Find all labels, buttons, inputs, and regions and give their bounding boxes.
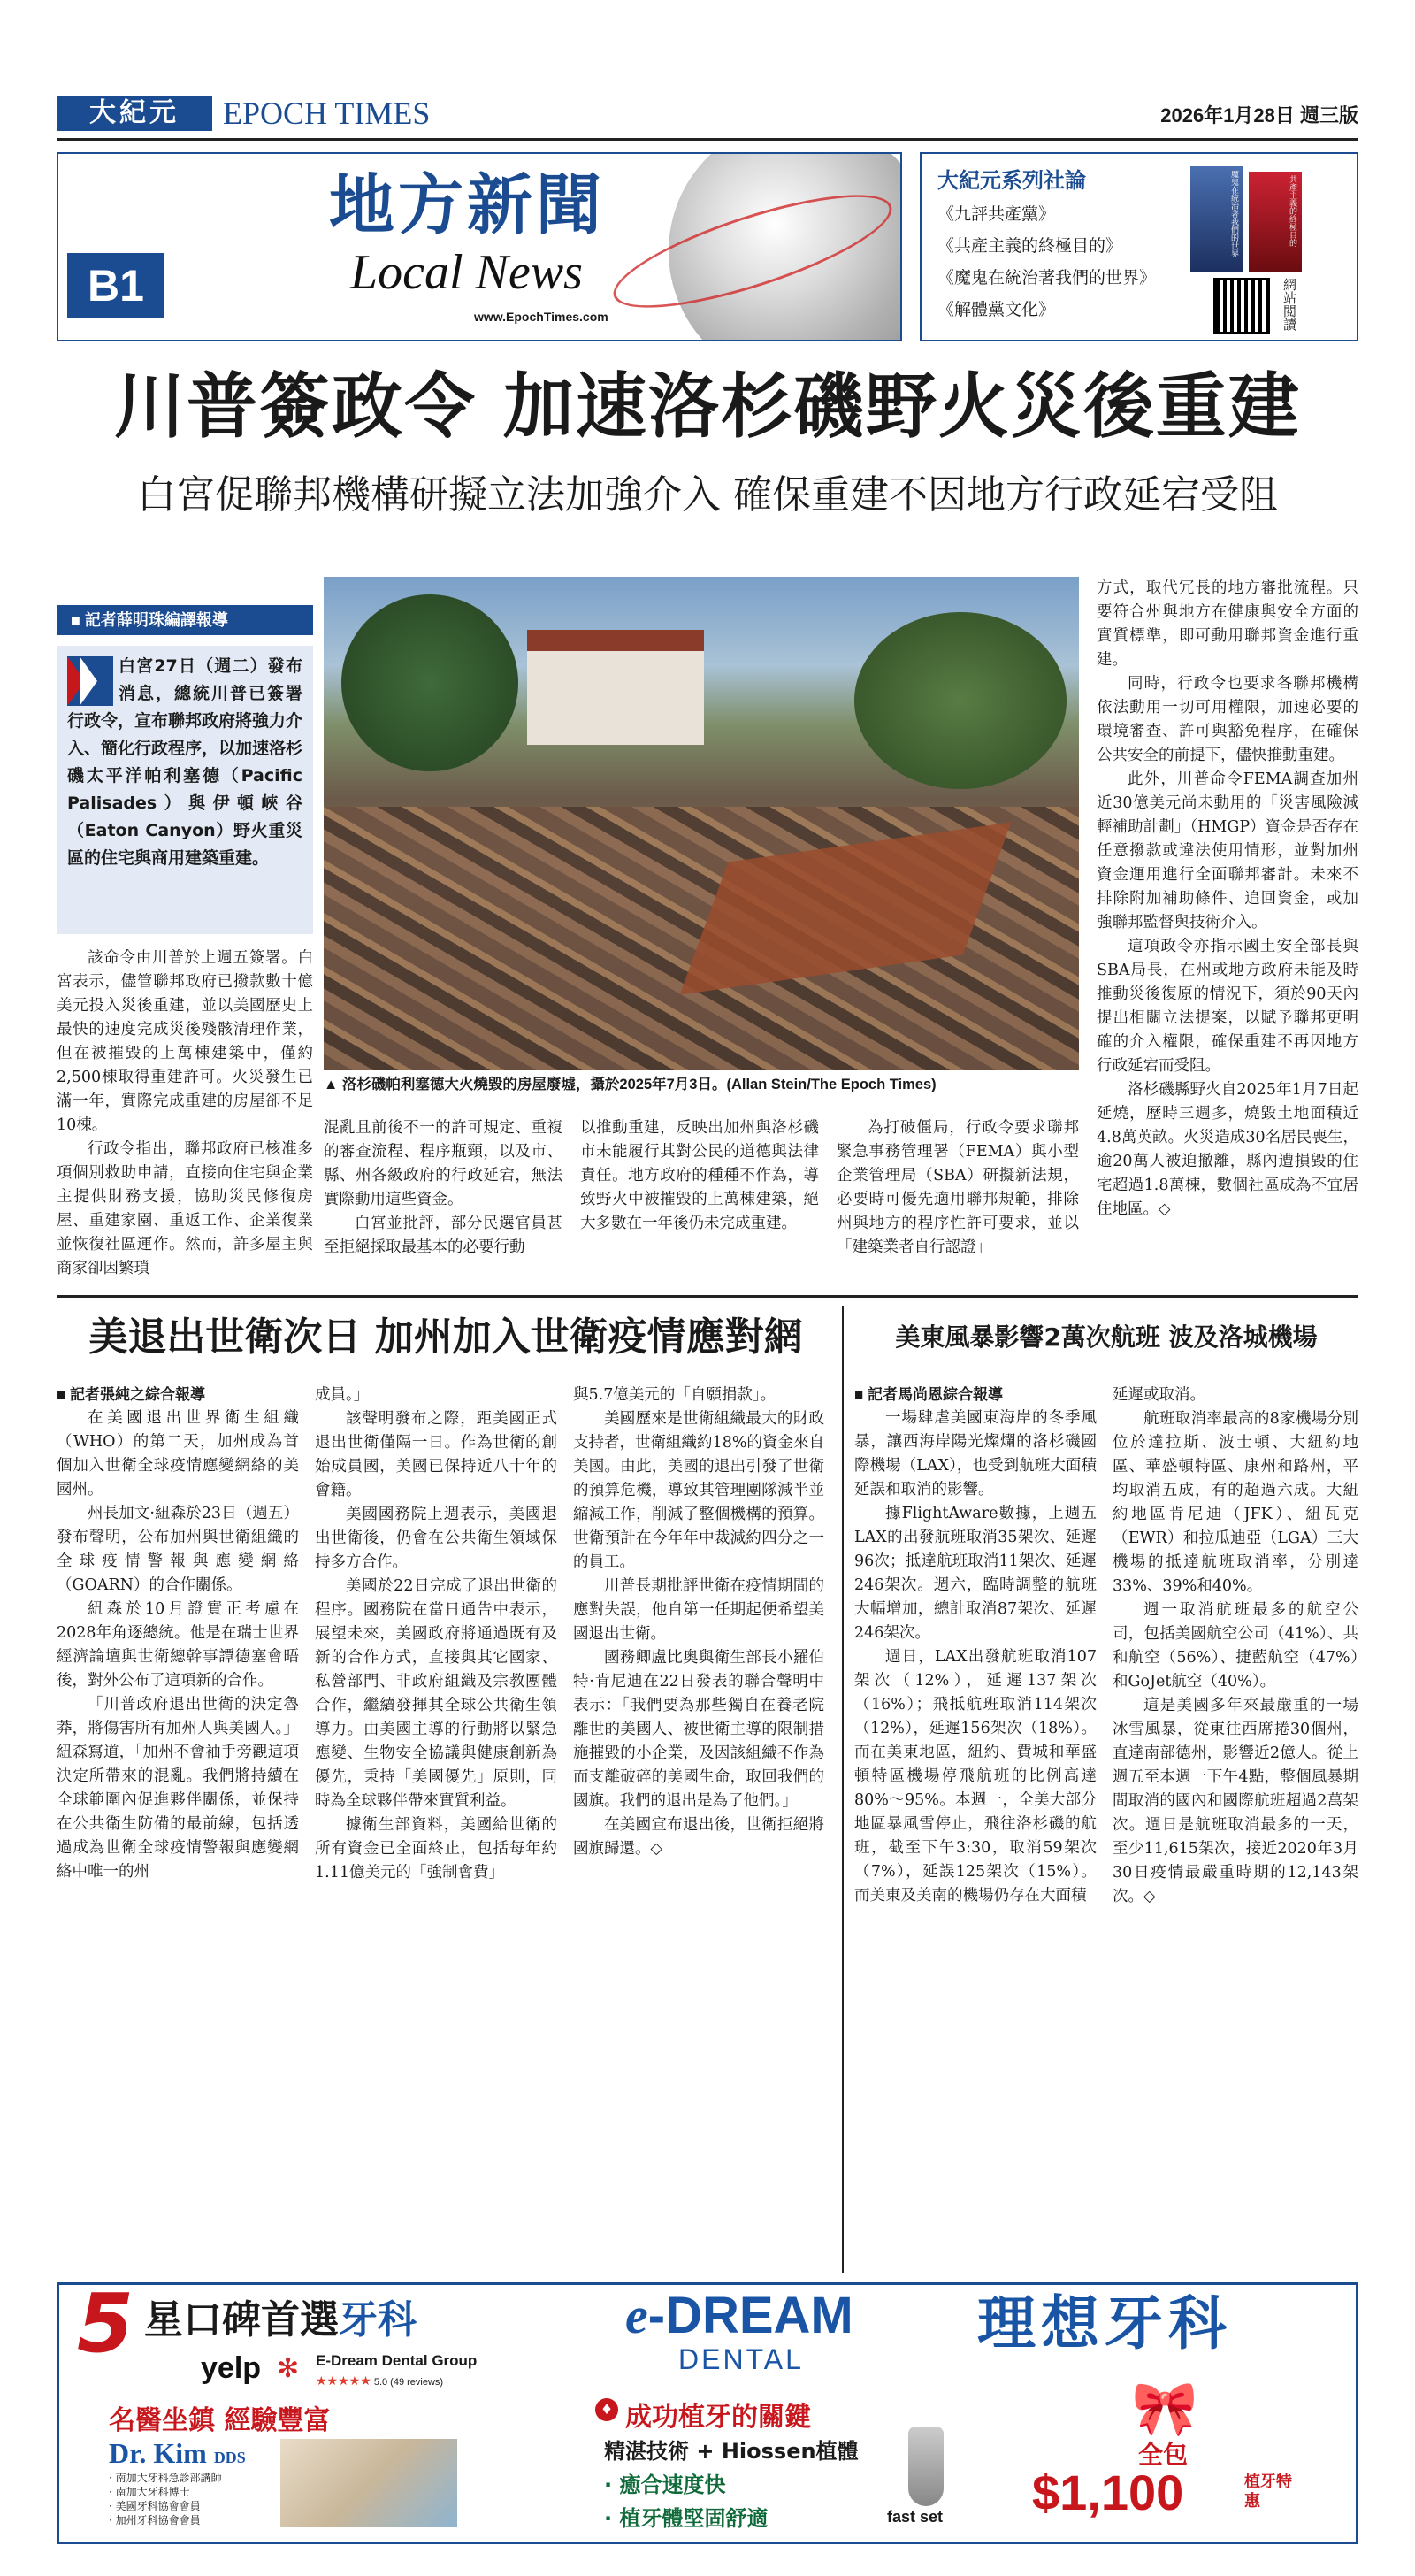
ad-inner [59, 2285, 1356, 2542]
paragraph: 國務卿盧比奧與衛生部長小羅伯特·肯尼迪在22日發表的聯合聲明中表示：「我們要為那些獨自在養老院離世的美國人、被世衛主導的限制措施摧毀的小企業，及因該組織不作為而支離破碎的美國生命，取回我們的國旗。我們的退出是為了他們。」 [573, 1649, 824, 1810]
section-banner [57, 152, 902, 341]
paragraph: 紐森於10月證實正考慮在2028年角逐總統。他是在瑞士世界經濟論壇與世衛總幹事譚德塞會晤後，對外公布了這項新的合作。 [57, 1600, 299, 1690]
lead-col-5 [1097, 577, 1358, 1222]
paragraph: 據衛生部資料，美國給世衛的所有資金已全面終止，包括每年約1.11億美元的「強制會費」 [315, 1816, 557, 1882]
paragraph: 川普長期批評世衛在疫情期間的應對失誤，他自第一任期起便希望美國退出世衛。 [573, 1577, 824, 1643]
five-star-title [144, 2294, 417, 2347]
doctor-name-text: Dr. Kim [109, 2437, 207, 2469]
editorial-item[interactable]: 《魔鬼在統治著我們的世界》 [937, 268, 1157, 288]
paragraph: 在美國宣布退出後，世衛拒絕將國旗歸還。◇ [573, 1816, 824, 1858]
intro-text: 宮27日（週二）發布消息，總統川普已簽署行政令，宣布聯邦政府將強力介入、簡化行政程序，以加速洛杉磯太平洋帕利塞德（Pacific Palisades）與伊頓峽谷（Eaton Canyon）野火重災區的住宅與商用建築重建。 [67, 656, 303, 868]
doctor-dds: DDS [213, 2449, 246, 2466]
paragraph: 混亂且前後不一的許可規定、重複的審查流程、程序瓶頸，以及市、縣、州各級政府的行政延宕，無法實際動用這些資金。 [324, 1119, 562, 1208]
editorials-list [937, 198, 1156, 326]
paragraph: 白宮並批評，部分民選官員甚至拒絕採取最基本的必要行動 [324, 1215, 562, 1256]
intro-dropcap [67, 656, 113, 706]
paragraph: 在美國退出世界衛生組織（WHO）的第二天，加州成為首個加入世衛全球疫情應變網絡的美國州。 [57, 1409, 299, 1499]
paragraph: 行政令指出，聯邦政府已核准多項個別救助申請，直接向住宅與企業主提供財務支援，協助災民修復房屋、重建家園、重返工作、企業復業並恢復社區運作。然而，許多屋主與商家卻因繁瑣 [57, 1140, 313, 1277]
intro-first-char: 白 [119, 656, 137, 676]
credential-item: · 美國牙科協會會員 [109, 2500, 201, 2512]
editorials-box [920, 152, 1358, 341]
book-cover-2: 共產主義的終極目的 [1249, 172, 1302, 272]
book-cover-1: 魔鬼在統治著我們的世界 [1190, 166, 1243, 272]
yelp-burst-icon: ✻ [277, 2353, 300, 2384]
implant-sub: 精湛技術 + Hiossen植體 [604, 2439, 859, 2464]
editorials-heading: 大紀元系列社論 [937, 168, 1086, 193]
paragraph: 美國於22日完成了退出世衛的程序。國務院在當日通告中表示，展望未來，美國政府將通過既有及新的合作方式，直接與其它國家、私營部門、非政府組織及宗教團體合作，繼續發揮其全球公共衛生領導力。由美國主導的行動將以緊急應變、生物安全協議與健康創新為優先，秉持「美國優先」原則，同時為全球夥伴帶來實質利益。 [315, 1577, 557, 1810]
doctor-heading: 名醫坐鎮 經驗豐富 [109, 2405, 331, 2436]
storm-byline: ■ 記者馬尚恩綜合報導 [854, 1386, 1003, 1403]
doctor-name [109, 2437, 246, 2470]
clinic-photo [280, 2439, 457, 2527]
lead-photo [324, 577, 1079, 1070]
who-byline: ■ 記者張純之綜合報導 [57, 1386, 205, 1403]
lead-intro [57, 646, 313, 934]
group-name: E-Dream Dental Group [316, 2352, 478, 2369]
editorial-item[interactable]: 《解體黨文化》 [937, 300, 1056, 319]
who-col-1 [57, 1384, 299, 1884]
paragraph: 該聲明發布之際，距美國正式退出世衛僅隔一日。作為世衛的創始成員國，美國已保持近八十年的會籍。 [315, 1410, 557, 1499]
credential-list [109, 2471, 222, 2527]
editorial-item[interactable]: 《共產主義的終極目的》 [937, 236, 1123, 256]
credential-item: · 南加大牙科急診部講師 [109, 2472, 222, 2484]
brand-cn: 理想牙科 [977, 2289, 1232, 2358]
edream-e: e [625, 2287, 648, 2344]
edream-name: -DREAM [647, 2287, 853, 2344]
lead-byline: ■ 記者薛明珠編譯報導 [57, 605, 313, 635]
lead-headline: 川普簽政令 加速洛杉磯野火災後重建 [114, 365, 1301, 448]
paragraph: 方式，取代冗長的地方審批流程。只要符合州與地方在健康與安全方面的實質標準，即可動用聯邦資金進行重建。 [1097, 579, 1358, 669]
lead-col-2 [324, 1116, 562, 1260]
paragraph: 週一取消航班最多的航空公司，包括美國航空公司（41%）、共和航空（56%）、捷藍航空（47%）和GoJet航空（40%）。 [1113, 1601, 1358, 1690]
paragraph: 這項政令亦指示國土安全部長與SBA局長，在州或地方政府未能及時推動災後復原的情況下，須於90天內提出相關立法提案，以賦予聯邦更明確的介入權限，確保重建不再因地方行政延宕而受阻。 [1097, 938, 1358, 1075]
storm-col-1 [854, 1384, 1097, 1908]
paragraph: 洛杉磯縣野火自2025年1月7日起延燒，歷時三週多，燒毀土地面積近4.8萬英畝。火災造成30名居民喪生，逾20萬人被迫撤離，縣內遭損毀的住宅超過1.8萬棟，數個社區成為不宜居住地區。◇ [1097, 1081, 1358, 1218]
lead-col-1 [57, 947, 313, 1281]
column-divider [842, 1306, 844, 2273]
paragraph: 該命令由川普於上週五簽署。白宮表示，儘管聯邦政府已撥款數十億美元投入災後重建，並以美國歷史上最快的速度完成災後殘骸清理作業，但在被摧毀的上萬棟建築中，僅約2,500棟取得重建許可。火災發生已滿一年，實際完成重建的房屋卻不足10棟。 [57, 949, 313, 1134]
promo-tag: 植牙特惠 [1244, 2472, 1292, 2511]
section-divider [57, 1295, 1358, 1298]
storm-col-2 [1113, 1384, 1358, 1909]
epoch-logo-en: EPOCH TIMES [223, 96, 431, 131]
photo-caption: ▲ 洛杉磯帕利塞德大火燒毀的房屋廢墟，攝於2025年7月3日。(Allan Stein/The Epoch Times) [324, 1077, 937, 1092]
photo-tree [854, 612, 1067, 789]
issue-date: 2026年1月28日 週三版 [1160, 104, 1358, 126]
benefit-1: · 癒合速度快 [604, 2472, 726, 2497]
credential-item: · 南加大牙科博士 [109, 2486, 190, 2498]
paragraph: 同時，行政令也要求各聯邦機構依法動用一切可用權限，加速必要的環境審查、許可與豁免程序，在確保公共安全的前提下，儘快推動重建。 [1097, 675, 1358, 764]
paragraph: 州長加文·紐森於23日（週五）發布聲明，公布加州與世衛組織的全球疫情警報與應變網絡（GOARN）的合作關係。 [57, 1505, 299, 1594]
implant-icon: ♦ [595, 2398, 618, 2421]
promo-price: $1,100 [1032, 2465, 1184, 2520]
paragraph: 美國國務院上週表示，美國退出世衛後，仍會在公共衛生領域保持多方合作。 [315, 1506, 557, 1571]
implant-graphic [908, 2426, 944, 2506]
paragraph: 美國歷來是世衛組織最大的財政支持者，世衛組織約18%的資金來自美國。由此，美國的退出引發了世衛的預算危機，導致其管理團隊減半並縮減工作，削減了整個機構的預算。世衛預計在今年年中裁減約四分之一的員工。 [573, 1410, 824, 1571]
qr-label: 網站閱讀 [1281, 278, 1297, 331]
paragraph: 延遲或取消。 [1113, 1386, 1205, 1404]
paragraph: 以推動重建，反映出加州與洛杉磯市未能履行其對公民的道德與法律責任。地方政府的種種不作為，導致野火中被摧毀的上萬棟建築，絕大多數在一年後仍未完成重建。 [580, 1119, 819, 1232]
five-star-title-dental: 牙科 [339, 2297, 417, 2342]
paragraph: 航班取消率最高的8家機場分別位於達拉斯、波士頓、大紐約地區、華盛頓特區、康州和路州，平均取消五成，有的超過六成。大紐約地區肯尼迪（JFK）、紐瓦克（EWR）和拉瓜迪亞（LGA）三大機場的抵達航班取消率，分別達33%、39%和40%。 [1113, 1410, 1358, 1595]
five-star-title-text: 星口碑首選 [144, 2297, 339, 2342]
who-col-2 [315, 1384, 557, 1885]
five-star-number: 5 [77, 2285, 134, 2371]
yelp-logo: yelp [201, 2351, 262, 2385]
section-title: 地方新聞 [329, 167, 605, 243]
masthead [57, 92, 1358, 134]
implant-heading: 成功植牙的關鍵 [625, 2402, 811, 2433]
credential-item: · 加州牙科協會會員 [109, 2514, 201, 2526]
lead-subhead: 白宮促聯邦機構研擬立法加強介入 確保重建不因地方行政延宕受阻 [137, 472, 1278, 518]
epoch-logo-cn: 大紀元 [57, 96, 212, 131]
paragraph: 此外，川普命令FEMA調查加州近30億美元尚未動用的「災害風險減輕補助計劃」（HMGP）資金是否存在任意撥款或違法使用情形，並對加州資金運用進行全面聯邦審計。未來不排除附加補助條件、追回資金，或加強聯邦監督與技術介入。 [1097, 770, 1358, 932]
photo-house [527, 630, 704, 745]
photo-tree [341, 594, 518, 771]
paragraph: 這是美國多年來最嚴重的一場冰雪風暴，從東往西席捲30個州，直達南部德州，影響近2億人。從上週五至本週一下午4點，整個風暴期間取消的國內和國際航班超過2萬架次。週日是航班取消最多的一天，至少11,615架次，接近2020年3月30日疫情最嚴重時期的12,143架次。◇ [1113, 1697, 1358, 1905]
section-url: www.EpochTimes.com [474, 310, 608, 324]
masthead-rule [57, 138, 1358, 141]
who-col-3 [573, 1384, 824, 1861]
lead-col-4 [837, 1116, 1079, 1260]
rating-stars-icon: ★★★★★ [316, 2373, 371, 2388]
section-subtitle: Local News [350, 245, 583, 300]
paragraph: 與5.7億美元的「自願捐款」。 [573, 1386, 776, 1404]
storm-headline: 美東風暴影響2萬次航班 波及洛城機場 [895, 1322, 1318, 1352]
benefit-2: · 植牙體堅固舒適 [604, 2506, 769, 2531]
paragraph: 為打破僵局，行政令要求聯邦緊急事務管理署（FEMA）與小型企業管理局（SBA）研擬新法規，必要時可優先適用聯邦規範，排除州與地方的程序性許可要求，並以「建築業者自行認證」 [837, 1119, 1079, 1256]
editorial-item[interactable]: 《九評共產黨》 [937, 204, 1056, 224]
paragraph: 據FlightAware數據，上週五LAX的出發航班取消35架次、延遲96次；抵達航班取消11架次、延遲246架次。週六，臨時調整的航班大幅增加，總計取消87架次、延遲246架次。 [854, 1505, 1097, 1642]
qr-code-icon[interactable] [1213, 278, 1270, 334]
gift-bow-icon: 🎀 [1131, 2378, 1198, 2440]
rating-text: 5.0 (49 reviews) [373, 2377, 444, 2388]
page-number: B1 [67, 253, 164, 318]
paragraph: 「川普政府退出世衛的決定魯莽，將傷害所有加州人與美國人。」紐森寫道，「加州不會袖手旁觀這項決定所帶來的混亂。我們將持續在全球範圍內促進夥伴關係，並保持在公共衛生防備的最前線，包括透過成為世衛全球疫情警報與應變網絡中唯一的州 [57, 1696, 299, 1881]
paragraph: 成員。」 [315, 1386, 370, 1404]
lead-col-3 [580, 1116, 819, 1236]
who-headline: 美退出世衛次日 加州加入世衛疫情應對網 [88, 1315, 803, 1360]
fast-set-label: fast set [887, 2508, 944, 2526]
edream-logo [625, 2285, 853, 2347]
yelp-rating [316, 2373, 443, 2388]
edream-dental: DENTAL [678, 2343, 804, 2375]
paragraph: 週日，LAX出發航班取消107架次（12%），延遲137架次（16%）；飛抵航班取消114架次（12%），延遲156架次（18%）。而在美東地區，紐約、費城和華盛頓特區機場停飛航班的比例高達80%～95%。本週一，全美大部分地區暴風雪停止，飛往洛杉磯的航班，截至下午3:30，取消59架次（7%），延誤125架次（15%）。而美東及美南的機場仍存在大面積 [854, 1648, 1097, 1905]
promo-all-inclusive: 全包 [1138, 2440, 1189, 2469]
paragraph: 一場肆虐美國東海岸的冬季風暴，讓西海岸陽光燦爛的洛杉磯國際機場（LAX），也受到航班大面積延誤和取消的影響。 [854, 1409, 1097, 1499]
